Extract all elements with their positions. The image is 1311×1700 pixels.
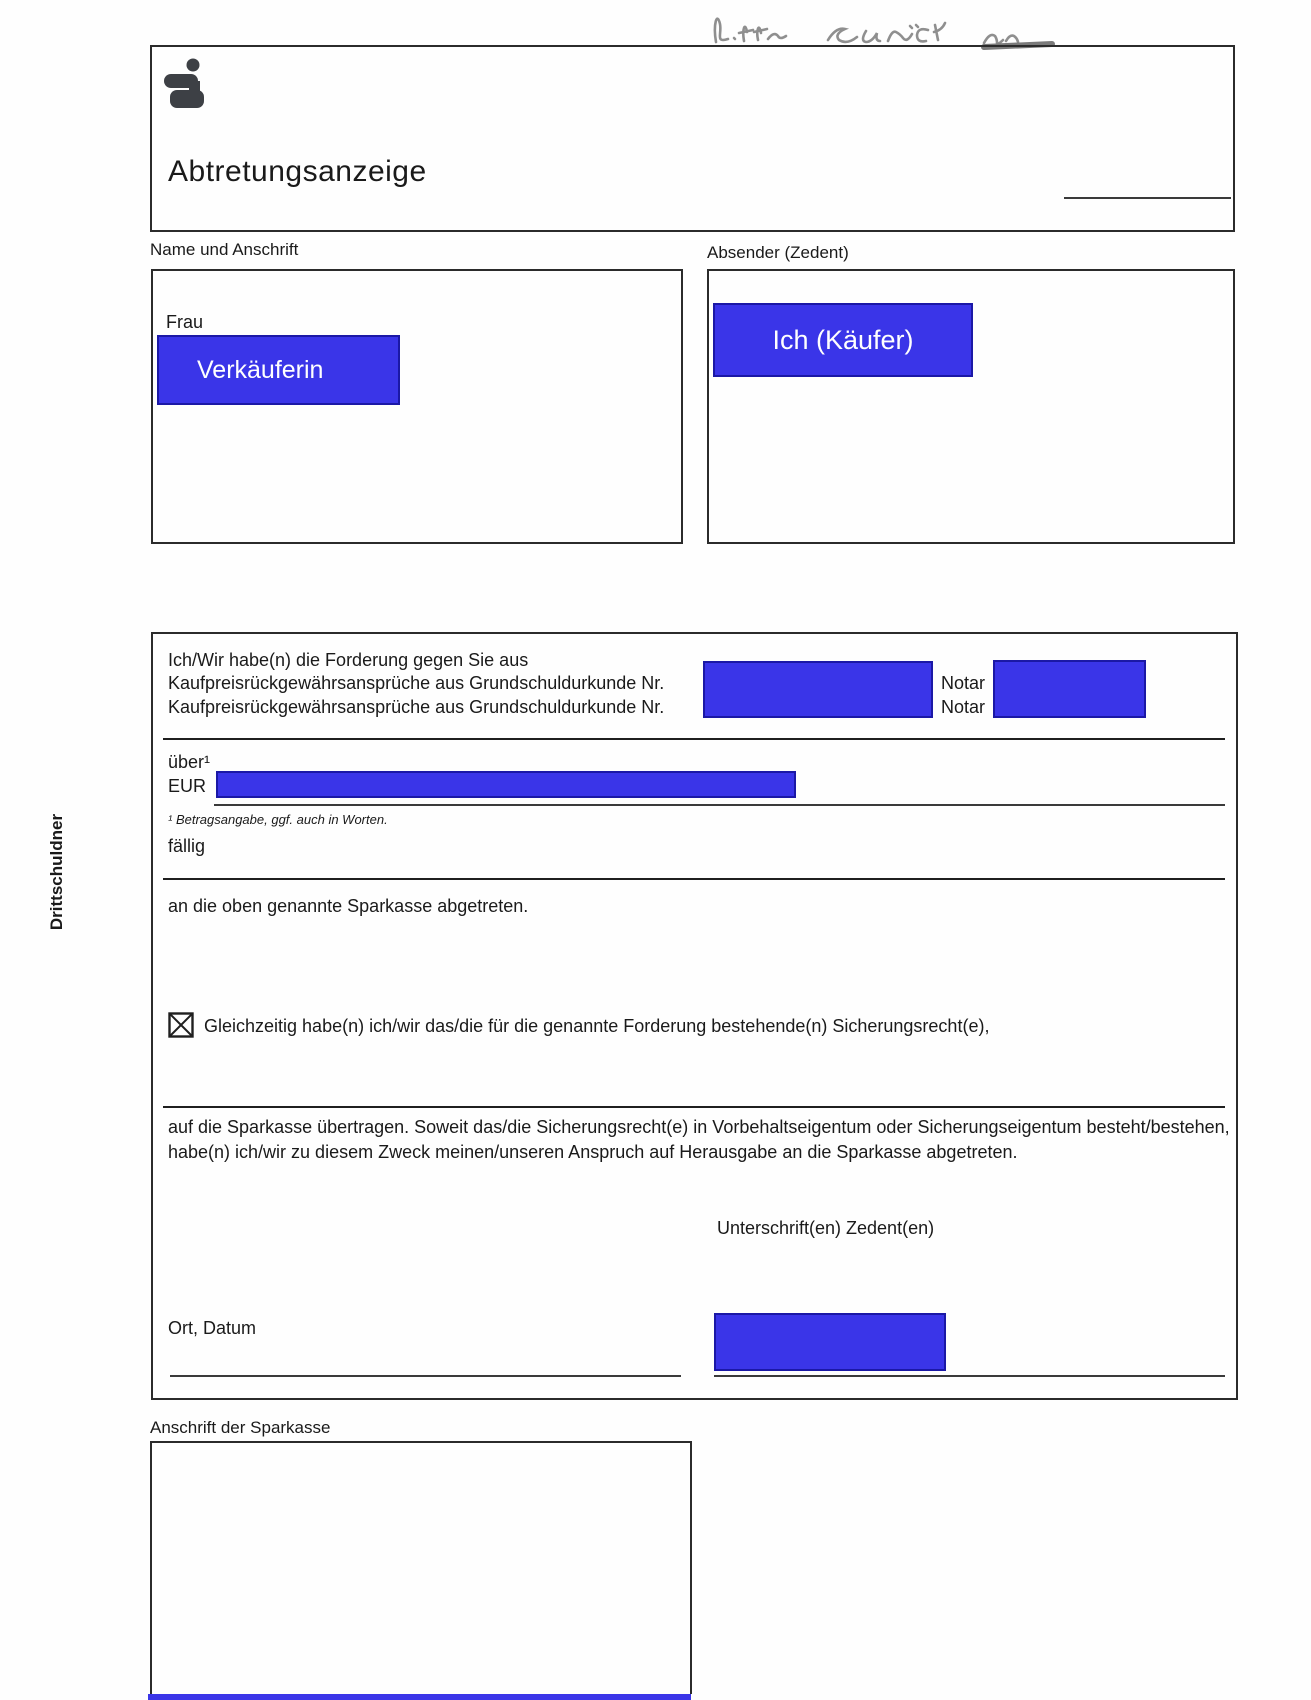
recipient-box: [151, 269, 683, 544]
handwritten-note: [700, 4, 1060, 50]
recipient-label: Name und Anschrift: [150, 240, 299, 259]
claim-line-1: Kaufpreisrückgewährsansprüche aus Grundschuldurkunde Nr.: [168, 673, 665, 693]
check-x-icon: [168, 1012, 194, 1038]
sparkasse-address-box: [150, 1441, 692, 1694]
ort-datum-fill-line: [170, 1375, 681, 1377]
transfer-paragraph-line1: auf die Sparkasse übertragen. Soweit das/die Sicherungsrecht(e) in Vorbehaltseigentum oder Sicherungseigentum besteht/bestehen,: [168, 1117, 1230, 1137]
urkunde-nr-redaction[interactable]: [703, 661, 933, 718]
footnote: ¹ Betragsangabe, ggf. auch in Worten.: [168, 812, 388, 827]
salutation: Frau: [166, 312, 204, 332]
header-box: [150, 45, 1235, 232]
ueber-label: über¹: [168, 752, 211, 772]
header-fill-line: [1064, 197, 1231, 199]
sparkasse-address-label: Anschrift der Sparkasse: [150, 1418, 331, 1437]
recipient-redaction[interactable]: [157, 335, 400, 405]
notar-label-2: Notar: [941, 697, 986, 717]
sender-redaction[interactable]: [713, 303, 973, 377]
recipient-redaction-text: Verkäuferin: [197, 355, 324, 384]
drittschuldner-label: Drittschuldner: [47, 813, 66, 931]
sparkasse-logo-icon: [162, 58, 206, 110]
notar-redaction[interactable]: [993, 660, 1146, 718]
sicherungsrechte-checkbox[interactable]: [168, 1012, 194, 1038]
checkbox-label: Gleichzeitig habe(n) ich/wir das/die für die genannte Forderung bestehende(n) Sicherungsrecht(e),: [204, 1016, 990, 1036]
eur-label: EUR: [168, 776, 207, 796]
divider: [163, 878, 1225, 880]
sender-label: Absender (Zedent): [707, 243, 849, 262]
faellig-label: fällig: [168, 836, 206, 856]
eur-fill-line: [214, 804, 1225, 806]
divider: [163, 1106, 1225, 1108]
signature-fill-line: [714, 1375, 1225, 1377]
ort-datum-label: Ort, Datum: [168, 1318, 257, 1338]
bottom-redaction-strip[interactable]: [148, 1694, 691, 1700]
eur-redaction[interactable]: [216, 771, 796, 798]
intro-line: Ich/Wir habe(n) die Forderung gegen Sie aus: [168, 650, 529, 670]
claim-line-2: Kaufpreisrückgewährsansprüche aus Grundschuldurkunde Nr.: [168, 697, 665, 717]
assignment-line: an die oben genannte Sparkasse abgetreten.: [168, 896, 529, 916]
transfer-paragraph-line2: habe(n) ich/wir zu diesem Zweck meinen/unseren Anspruch auf Herausgabe an die Sparkasse abgetreten.: [168, 1142, 1018, 1162]
signature-redaction[interactable]: [714, 1313, 946, 1371]
notar-label-1: Notar: [941, 673, 986, 693]
form-title: Abtretungsanzeige: [168, 155, 427, 188]
signature-label: Unterschrift(en) Zedent(en): [717, 1218, 935, 1238]
sender-redaction-text: Ich (Käufer): [772, 324, 914, 355]
divider: [163, 738, 1225, 740]
